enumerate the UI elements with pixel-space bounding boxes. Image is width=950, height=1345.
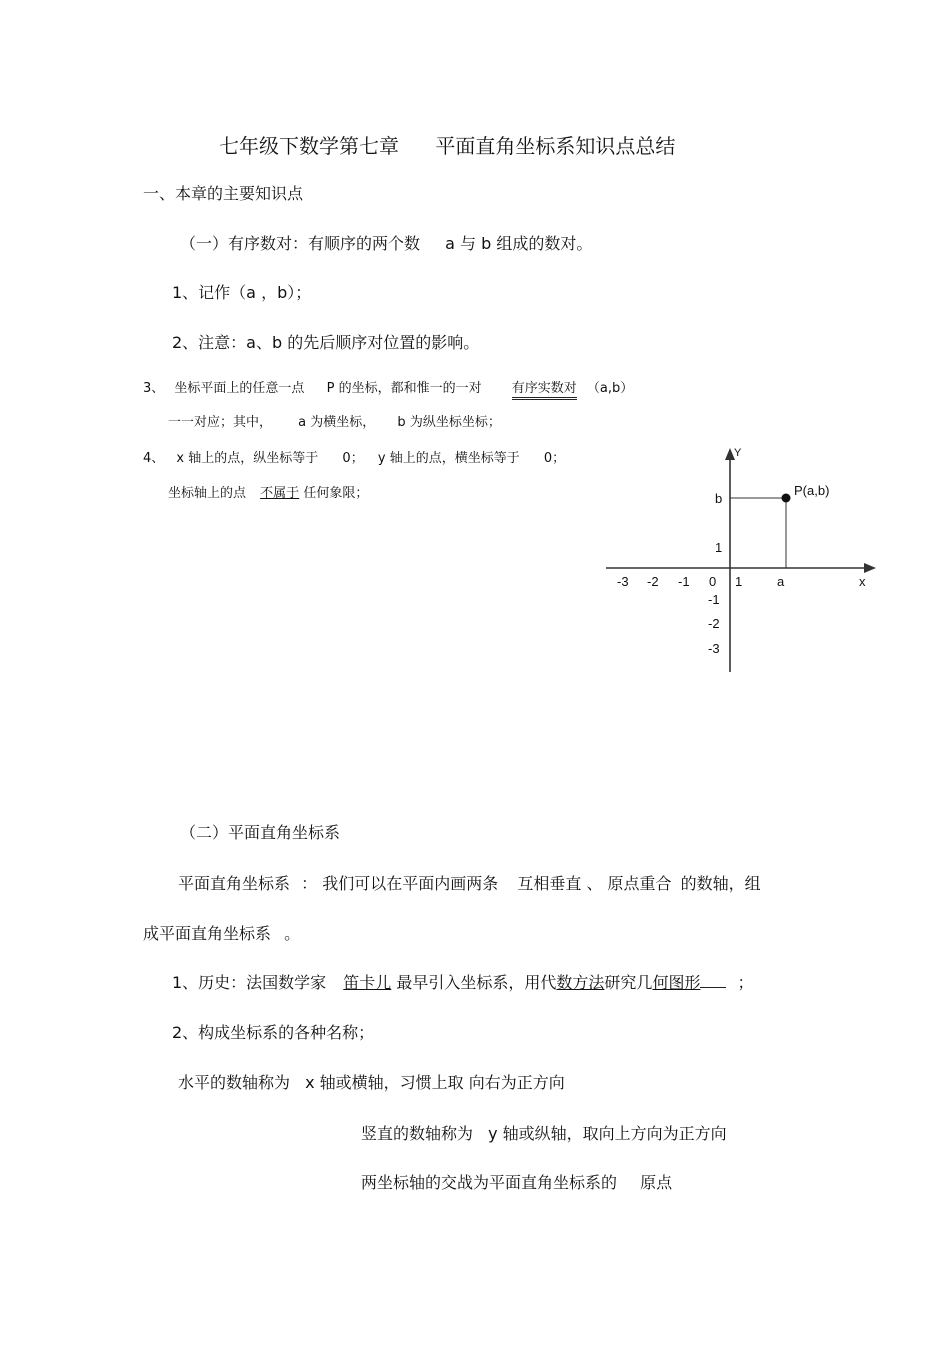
vertical-y: y (488, 1124, 498, 1143)
item4-zero2: 0； (543, 451, 566, 466)
item3-line2-text1: 一一对应；其中， (168, 415, 273, 430)
order-note-item: 2、注意：a、b 的先后顺序对位置的影响。 (172, 333, 480, 352)
item4-zero1: 0； (342, 451, 364, 466)
origin-text2: 原点 (640, 1173, 673, 1192)
correspondence-item-line2 (168, 416, 501, 429)
item4-y: y (377, 451, 386, 466)
item4-line2-text1: 坐标轴上的点 (168, 486, 247, 501)
history-text1: 最早引入坐标系，用代 (396, 973, 557, 992)
definition-text1: 我们可以在平面内画两条 (322, 874, 499, 893)
neg-y-label: -3 (708, 641, 720, 656)
point-label: P(a,b) (794, 483, 830, 498)
correspondence-item (143, 382, 633, 395)
definition-text2: 的数轴，组 (680, 874, 761, 893)
item3-line2-text3: 为纵坐标坐标； (409, 415, 501, 430)
history-prefix: 1、历史：法国数学家 (172, 973, 327, 992)
history-text2: 研究几 (604, 973, 653, 992)
definition-line2: 成平面直角坐标系 (143, 924, 272, 943)
coordinate-graph (600, 440, 890, 680)
ordered-pair-definition (180, 236, 592, 252)
definition-suffix: 组成的数对。 (496, 234, 593, 253)
keyword-perpendicular: 互相垂直 (517, 874, 582, 893)
cartesian-definition-line2 (143, 926, 300, 942)
geometry-figure-blank: 何图形 (652, 973, 701, 992)
item3-line2-a: a (298, 415, 307, 430)
vertical-axis-line (361, 1126, 727, 1142)
definition-a: a (445, 234, 455, 253)
neg-y-label: -1 (708, 592, 720, 607)
notation-item: 1、记作（a ，b）； (172, 283, 312, 302)
history-item (172, 975, 754, 991)
term: 平面直角坐标系 (178, 874, 291, 893)
origin-label: 0 (709, 574, 717, 589)
definition-end: 。 (284, 924, 301, 943)
axis-points-item-line2 (168, 487, 368, 500)
axis-points-item (143, 452, 565, 465)
item3-pair: （a,b） (586, 381, 634, 396)
item3-line2-b: b (397, 415, 406, 430)
b-label: b (715, 491, 723, 506)
horizontal-text1: 水平的数轴称为 (178, 1073, 291, 1092)
horizontal-text3: 向右为正方向 (468, 1073, 565, 1092)
point-p (782, 494, 791, 503)
not-belong-blank: 不属于 (260, 486, 300, 501)
descartes-blank: 笛卡儿 (343, 973, 392, 992)
horizontal-text2: 轴或横轴，习惯上取 (319, 1073, 464, 1092)
ordered-real-pair-blank: 有序实数对 (512, 381, 577, 400)
item3-p: P (326, 381, 335, 396)
horizontal-axis-line (178, 1075, 565, 1091)
keyword-origin-coincide: 原点重合 (607, 874, 672, 893)
neg-y-label: -2 (708, 616, 720, 631)
names-item: 2、构成坐标系的各种名称； (172, 1023, 375, 1042)
item4-text1: 轴上的点，纵坐标等于 (188, 451, 319, 466)
cartesian-definition-line1 (178, 876, 761, 892)
neg-x-label: -3 (617, 574, 629, 589)
algebra-method-blank: 数方法 (556, 973, 605, 992)
section2-heading: （二）平面直角坐标系 (180, 823, 341, 842)
item3-text1: 坐标平面上的任意一点 (174, 381, 305, 396)
item3-line2-text2: 为横坐标， (310, 415, 376, 430)
term-colon: ： (301, 874, 318, 893)
horizontal-x: x (305, 1073, 315, 1092)
blank-underline (700, 986, 726, 988)
vertical-text2: 轴或纵轴，取向上方向为正方向 (502, 1124, 727, 1143)
neg-x-label: -2 (647, 574, 659, 589)
neg-x-label: -1 (678, 574, 690, 589)
page-title (219, 136, 675, 156)
definition-b: b (481, 234, 492, 253)
title-part2: 平面直角坐标系知识点总结 (435, 134, 676, 158)
one-x-label: 1 (735, 574, 743, 589)
item3-number: 3、 (143, 381, 165, 396)
x-axis-arrow (864, 563, 876, 573)
origin-line (361, 1175, 672, 1191)
one-y-label: 1 (715, 540, 723, 555)
vertical-text1: 竖直的数轴称为 (361, 1124, 474, 1143)
section1-heading: 一、本章的主要知识点 (143, 184, 304, 203)
a-label: a (777, 574, 785, 589)
item4-x: x (176, 451, 185, 466)
item4-number: 4、 (143, 451, 165, 466)
keyword-separator: 、 (586, 874, 603, 893)
item4-line2-text2: 任何象限； (303, 486, 369, 501)
title-part1: 七年级下数学第七章 (219, 134, 399, 158)
history-end: ； (737, 973, 754, 992)
origin-text1: 两坐标轴的交战为平面直角坐标系的 (361, 1173, 618, 1192)
definition-prefix: （一）有序数对：有顺序的两个数 (180, 234, 421, 253)
item3-text2: 的坐标，都和惟一的一对 (338, 381, 482, 396)
item4-text2: 轴上的点，横坐标等于 (389, 451, 520, 466)
y-axis-label: Y (734, 447, 742, 459)
x-axis-label: x (859, 574, 866, 589)
definition-yu: 与 (460, 234, 477, 253)
